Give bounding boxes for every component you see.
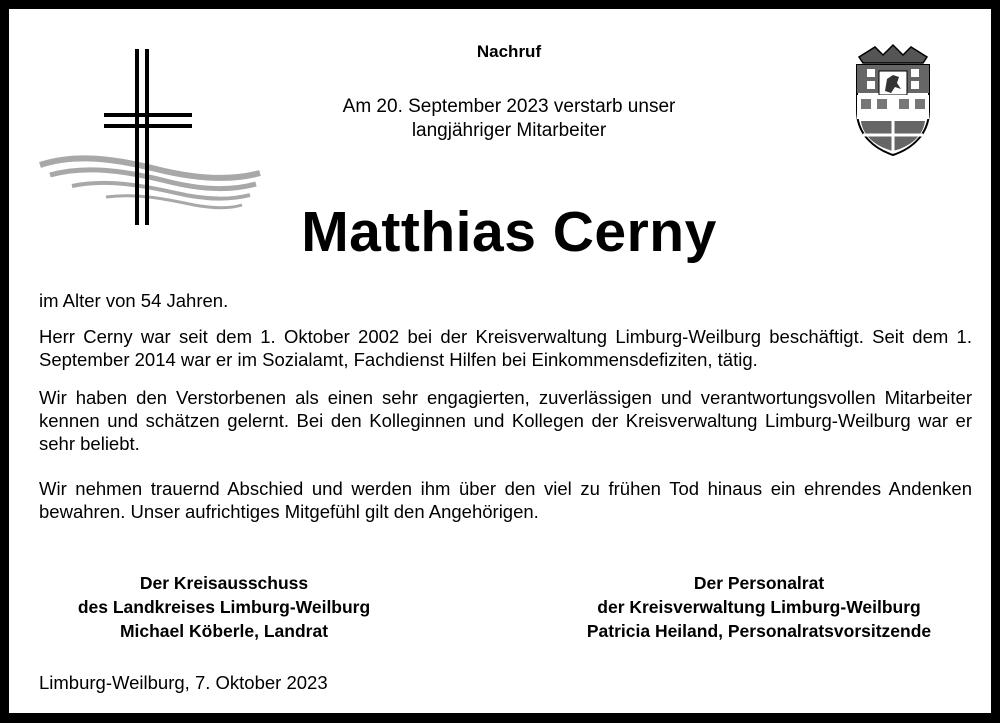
farewell-paragraph: Wir nehmen trauernd Abschied und werden ihm über den viel zu frühen Tod hinaus ein ehrendes Andenken bewahren. Unser aufrichtiges Mitgefühl gilt den Angehörigen. bbox=[39, 478, 972, 522]
signature-left-line-1: Der Kreisausschuss bbox=[139, 573, 309, 593]
signature-right-line-1: Der Personalrat bbox=[693, 573, 825, 593]
signature-block-left bbox=[39, 571, 409, 643]
deceased-name: Matthias Cerny bbox=[301, 200, 717, 264]
age-line: im Alter von 54 Jahren. bbox=[39, 290, 229, 311]
signature-block-right bbox=[549, 571, 969, 643]
intro-text bbox=[9, 95, 1000, 143]
employment-paragraph: Herr Cerny war seit dem 1. Oktober 2002 bei der Kreisverwaltung Limburg-Weilburg beschäftigt. Seit dem 1. September 2014 war er im Sozialamt, Fachdienst Hilfen bei Einkommensdefiziten, tätig. bbox=[39, 326, 972, 370]
signature-left-line-3: Michael Köberle, Landrat bbox=[119, 621, 329, 641]
intro-line-2: langjähriger Mitarbeiter bbox=[411, 120, 607, 141]
signature-left-line-2: des Landkreises Limburg-Weilburg bbox=[77, 597, 371, 617]
signature-right-line-3: Patricia Heiland, Personalratsvorsitzende bbox=[586, 621, 932, 641]
place-and-date: Limburg-Weilburg, 7. Oktober 2023 bbox=[39, 672, 328, 693]
intro-line-1: Am 20. September 2023 verstarb unser bbox=[342, 96, 676, 117]
notice-heading: Nachruf bbox=[476, 42, 542, 61]
signature-right-line-2: der Kreisverwaltung Limburg-Weilburg bbox=[597, 597, 921, 617]
appreciation-paragraph: Wir haben den Verstorbenen als einen sehr engagierten, zuverlässigen und verantwortungsvollen Mitarbeiter kennen und schätzen gelernt. Bei den Kolleginnen und Kollegen der Kreisverwaltung Limburg-Weilburg war er sehr beliebt. bbox=[39, 387, 972, 454]
